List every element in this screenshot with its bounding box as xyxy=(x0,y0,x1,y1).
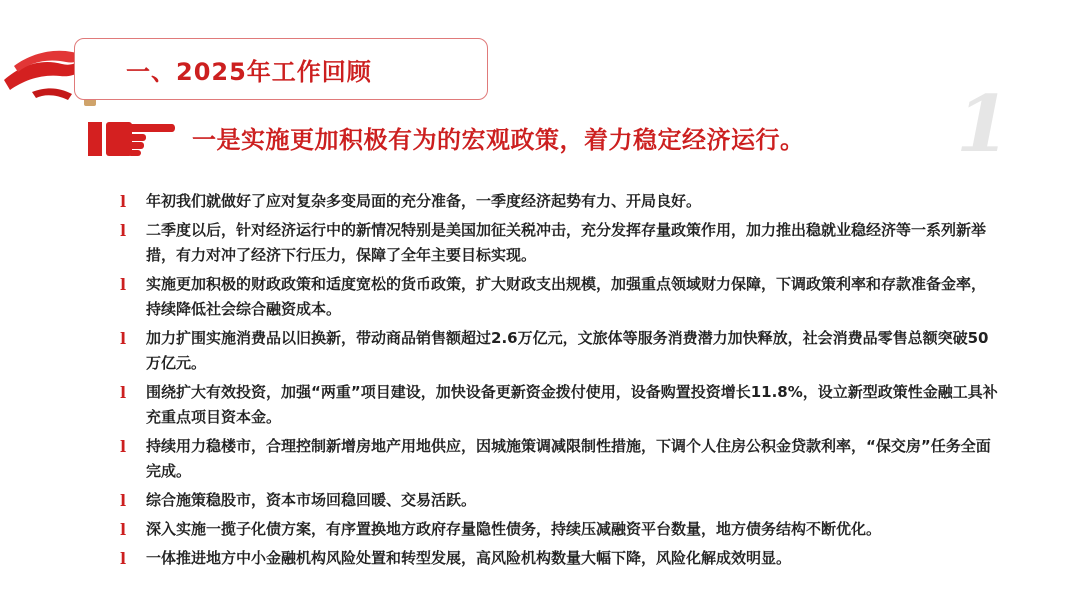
list-item-text: 加力扩围实施消费品以旧换新，带动商品销售额超过2.6万亿元，文旅体等服务消费潜力加快释放，社会消费品零售总额突破50万亿元。 xyxy=(146,329,989,372)
section-title: 一、2025年工作回顾 xyxy=(126,58,372,86)
pointing-hand-icon xyxy=(88,118,176,160)
list-item-text: 持续用力稳楼市，合理控制新增房地产用地供应，因城施策调减限制性措施，下调个人住房公积金贷款利率，“保交房”任务全面完成。 xyxy=(146,437,991,480)
list-item-text: 一体推进地方中小金融机构风险处置和转型发展，高风险机构数量大幅下降，风险化解成效明显。 xyxy=(146,549,792,567)
list-item xyxy=(120,517,1000,542)
list-item xyxy=(120,326,1000,376)
bullet-marker: l xyxy=(120,329,127,348)
list-item-text: 综合施策稳股市，资本市场回稳回暖、交易活跃。 xyxy=(146,491,477,509)
bullet-marker: l xyxy=(120,520,127,539)
bullet-marker: l xyxy=(120,549,127,568)
list-item-text: 二季度以后，针对经济运行中的新情况特别是美国加征关税冲击，充分发挥存量政策作用，加力推出稳就业稳经济等一系列新举措，有力对冲了经济下行压力，保障了全年主要目标实现。 xyxy=(146,221,987,264)
bullet-marker: l xyxy=(120,192,127,211)
list-item xyxy=(120,380,1000,430)
list-item-text: 深入实施一揽子化债方案，有序置换地方政府存量隐性债务，持续压减融资平台数量，地方债务结构不断优化。 xyxy=(146,520,882,538)
bullet-marker: l xyxy=(120,491,127,510)
list-item xyxy=(120,546,1000,571)
headline: 一是实施更加积极有为的宏观政策，着力稳定经济运行。 xyxy=(192,126,805,154)
bullet-list xyxy=(120,189,1000,575)
list-item xyxy=(120,218,1000,268)
section-number-watermark: 1 xyxy=(956,79,1011,170)
list-item xyxy=(120,189,1000,214)
list-item-text: 实施更加积极的财政政策和适度宽松的货币政策，扩大财政支出规模，加强重点领域财力保障，下调政策利率和存款准备金率，持续降低社会综合融资成本。 xyxy=(146,275,987,318)
list-item-text: 年初我们就做好了应对复杂多变局面的充分准备，一季度经济起势有力、开局良好。 xyxy=(146,192,702,210)
bullet-marker: l xyxy=(120,221,127,240)
list-item-text: 围绕扩大有效投资，加强“两重”项目建设，加快设备更新资金拨付使用，设备购置投资增长11.8%，设立新型政策性金融工具补充重点项目资本金。 xyxy=(146,383,998,426)
bullet-marker: l xyxy=(120,437,127,456)
list-item xyxy=(120,272,1000,322)
list-item xyxy=(120,488,1000,513)
bullet-marker: l xyxy=(120,275,127,294)
list-item xyxy=(120,434,1000,484)
bullet-marker: l xyxy=(120,383,127,402)
